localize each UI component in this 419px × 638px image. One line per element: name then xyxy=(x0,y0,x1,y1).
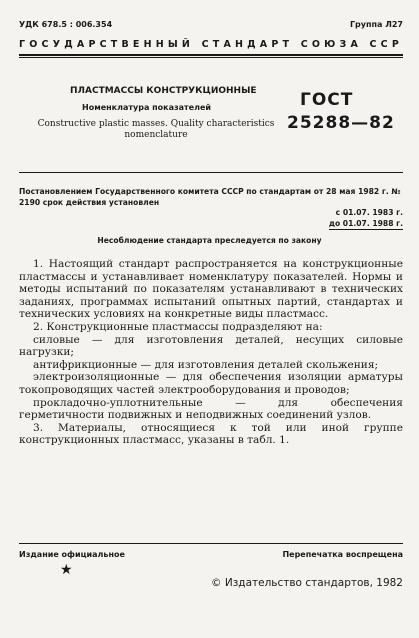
star-icon: ★ xyxy=(60,562,73,578)
document-body xyxy=(19,258,403,447)
date-from: с 01.07. 1983 г. xyxy=(335,208,403,217)
legal-warning: Несоблюдение стандарта преследуется по закону xyxy=(97,236,322,245)
state-standard-banner: ГОСУДАРСТВЕННЫЙ СТАНДАРТ СОЮЗА ССР xyxy=(19,39,404,50)
english-title: Constructive plastic masses. Quality characteristics nomenclature xyxy=(37,119,275,140)
document-subtitle: Номенклатура показателей xyxy=(82,103,211,112)
gost-label: ГОСТ xyxy=(300,90,354,110)
decree-text: Постановлением Государственного комитета СССР по стандартам от 28 мая 1982 г. № 2190 срок действия установлен xyxy=(19,187,401,207)
validity-dates xyxy=(329,207,403,230)
gost-number: 25288—82 xyxy=(287,113,395,133)
paragraph-4: антифрикционные — для изготовления деталей скольжения; xyxy=(33,358,379,371)
paragraph-3: силовые — для изготовления деталей, несущих силовые нагрузки; xyxy=(19,333,403,359)
official-edition-label: Издание официальное xyxy=(19,550,125,559)
paragraph-1: 1. Настоящий стандарт распространяется на конструкционные пластмассы и устанавливает номенклатуру показателей. Нормы и методы испытаний по показателям устанавливают в технических заданиях, программах испытаний опытных партий, стандартах и технических условиях на конкретные виды пластмасс. xyxy=(19,258,403,321)
paragraph-5: электроизоляционные — для обеспечения изоляции арматуры токопроводящих частей электрооборудования и проводов; xyxy=(19,371,403,396)
reprint-prohibited-label: Перепечатка воспрещена xyxy=(282,550,403,559)
date-to: до 01.07. 1988 г. xyxy=(328,219,403,228)
header-rule-thin xyxy=(19,57,403,58)
footer-rule xyxy=(19,543,403,544)
paragraph-2: 2. Конструкционные пластмассы подразделяют на: xyxy=(33,320,323,333)
paragraph-7: 3. Материалы, относящиеся к той или иной группе конструкционных пластмасс, указаны в табл. 1. xyxy=(19,421,403,447)
document-title: ПЛАСТМАССЫ КОНСТРУКЦИОННЫЕ xyxy=(70,86,257,96)
publisher-copyright: © Издательство стандартов, 1982 xyxy=(211,577,403,589)
title-rule xyxy=(19,172,403,173)
header-rule-thick xyxy=(19,54,403,56)
udk-code: УДК 678.5 : 006.354 xyxy=(19,20,113,29)
paragraph-6: прокладочно-уплотнительные — для обеспечения герметичности подвижных и неподвижных соединений узлов. xyxy=(19,396,403,422)
group-code: Группа Л27 xyxy=(349,20,403,29)
